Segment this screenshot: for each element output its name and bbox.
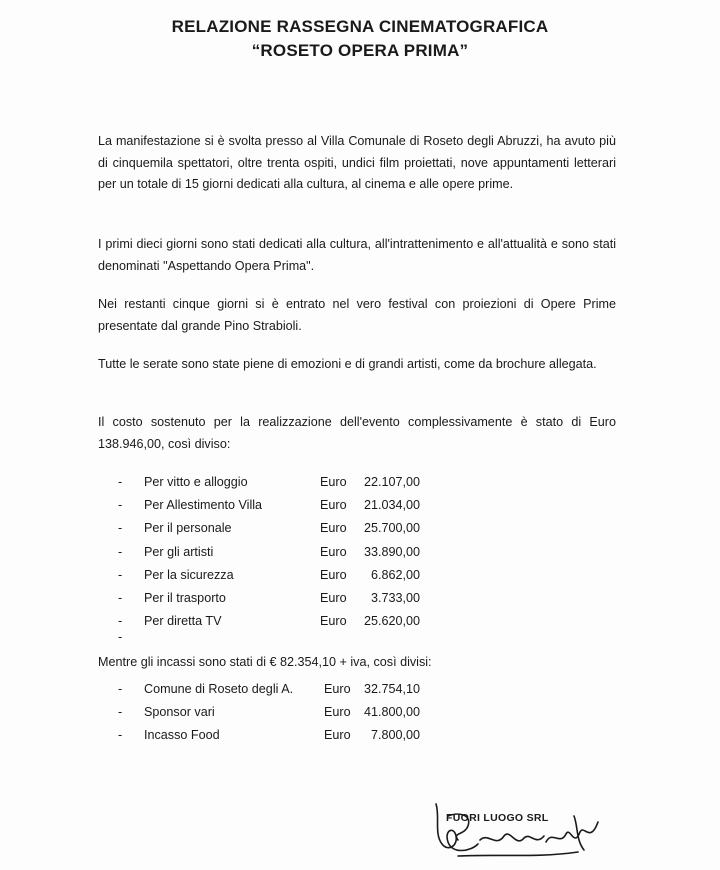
paragraph-total-cost: Il costo sostenuto per la realizzazione dell'evento complessivamente è stato di Euro 138.946,00, così diviso: <box>98 415 616 451</box>
document-title: RELAZIONE RASSEGNA CINEMATOGRAFICA <box>171 17 549 36</box>
paragraph-festival: Nei restanti cinque giorni si è entrato nel vero festival con proiezioni di Opere Prime presentate dal grande Pino Strabioli. <box>98 297 616 333</box>
cost-item: - Per gli artisti Euro 33.890,00 <box>118 544 420 559</box>
cost-item: - Per il trasporto Euro 3.733,00 <box>118 590 420 605</box>
empty-bullet: - <box>118 630 123 644</box>
document-subtitle: “ROSETO OPERA PRIMA” <box>251 41 469 60</box>
income-list <box>98 678 438 748</box>
cost-item: - Per Allestimento Villa Euro 21.034,00 <box>118 498 420 513</box>
cost-item: - Per la sicurezza Euro 6.862,00 <box>118 567 420 582</box>
cost-list <box>98 471 438 633</box>
cost-item: - Per diretta TV Euro 25.620,00 <box>118 614 420 629</box>
paragraph-evenings: Tutte le serate sono state piene di emozioni e di grandi artisti, come da brochure allegata. <box>98 357 597 371</box>
cost-item: - Per il personale Euro 25.700,00 <box>118 521 420 536</box>
income-intro: Mentre gli incassi sono stati di € 82.354,10 + iva, così divisi: <box>98 655 432 669</box>
company-stamp: FUORI LUOGO SRL <box>446 812 549 824</box>
paragraph-first-days: I primi dieci giorni sono stati dedicati alla cultura, all'intrattenimento e all'attualità e sono stati denominati "Aspettando Opera Prima". <box>98 237 616 273</box>
income-item: - Sponsor vari Euro 41.800,00 <box>118 705 420 720</box>
cost-item: - Per vitto e alloggio Euro 22.107,00 <box>118 475 420 489</box>
paragraph-intro: La manifestazione si è svolta presso al Villa Comunale di Roseto degli Abruzzi, ha avuto più di cinquemila spettatori, oltre trenta ospiti, undici film proiettati, nove appuntamenti letterari per un totale di 15 giorni dedicati alla cultura, al cinema e alle opere prime. <box>98 134 616 191</box>
income-item: - Comune di Roseto degli A. Euro 32.754,10 <box>118 682 420 696</box>
signature <box>428 796 608 866</box>
income-item: - Incasso Food Euro 7.800,00 <box>118 728 420 743</box>
